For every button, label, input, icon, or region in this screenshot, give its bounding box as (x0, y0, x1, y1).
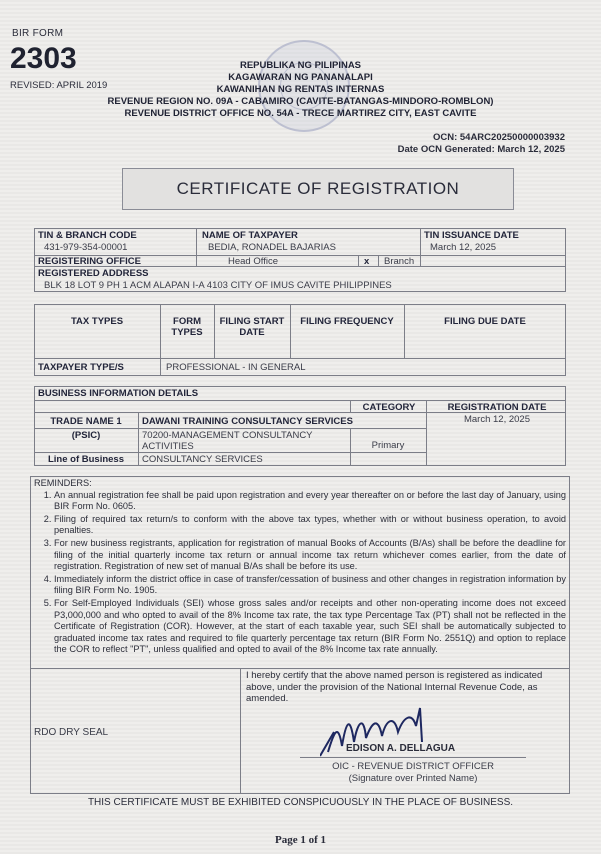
exhibit-notice: THIS CERTIFICATE MUST BE EXHIBITED CONSPICUOUSLY IN THE PLACE OF BUSINESS. (87, 797, 514, 808)
taxpayer-name-value: BEDIA, RONADEL BAJARIAS (208, 242, 336, 253)
certification-text: I hereby certify that the above named person is registered as indicated above, under the provision of the National Internal Revenue Code, as amended. (246, 670, 543, 704)
reminder-item: 1. An annual registration fee shall be paid upon registration and every year thereafter on or before the last day of January, using BIR Form No. 0605. (54, 490, 566, 513)
registered-address-label: REGISTERED ADDRESS (38, 268, 149, 279)
category-header: CATEGORY (362, 402, 416, 413)
reminder-item: 4. Immediately inform the district office in case of transfer/cessation of business and other changes in registration information by filing BIR Form No. 1905. (54, 574, 566, 597)
form-types-header: FORM TYPES (171, 316, 203, 338)
trade-name-value: DAWANI TRAINING CONSULTANCY SERVICES (142, 416, 353, 427)
ocn-number: OCN: 54ARC20250000003932 (432, 132, 565, 143)
taxpayer-type-label: TAXPAYER TYPE/S (38, 362, 124, 373)
category-value: Primary (371, 440, 405, 451)
head-office-label: Head Office (228, 256, 278, 267)
head-office-checkmark: x (364, 256, 370, 267)
header-region: REVENUE REGION NO. 09A - CABAMIRO (CAVITE-BATANGAS-MINDORO-ROMBLON) (107, 96, 494, 107)
reminders-section (34, 478, 566, 657)
header-district: REVENUE DISTRICT OFFICE NO. 54A - TRECE MARTIREZ CITY, EAST CAVITE (124, 108, 477, 119)
business-info-section-label: BUSINESS INFORMATION DETAILS (38, 388, 199, 399)
form-number: 2303 (10, 42, 77, 75)
page-number: Page 1 of 1 (274, 834, 326, 846)
registration-date-value: March 12, 2025 (463, 414, 530, 425)
revised-date: REVISED: APRIL 2019 (10, 80, 108, 91)
header-republic: REPUBLIKA NG PILIPINAS (239, 60, 362, 71)
certificate-title: CERTIFICATE OF REGISTRATION (122, 168, 514, 210)
line-of-business-value: CONSULTANCY SERVICES (142, 454, 263, 465)
taxpayer-type-value: PROFESSIONAL - IN GENERAL (166, 362, 306, 373)
filing-start-date-header: FILING START DATE (219, 316, 285, 338)
ocn-generated-date: Date OCN Generated: March 12, 2025 (397, 144, 565, 155)
registering-office-label: REGISTERING OFFICE (38, 256, 141, 267)
filing-frequency-header: FILING FREQUENCY (300, 316, 394, 327)
branch-label: Branch (384, 256, 415, 267)
header-department: KAGAWARAN NG PANANALAPI (228, 72, 373, 83)
tax-types-header: TAX TYPES (70, 316, 124, 327)
psic-value: 70200-MANAGEMENT CONSULTANCY ACTIVITIES (142, 430, 313, 452)
bir-form-label: BIR FORM (12, 28, 64, 39)
registered-address-value: BLK 18 LOT 9 PH 1 ACM ALAPAN I-A 4103 CITY OF IMUS CAVITE PHILIPPINES (44, 280, 392, 291)
filing-due-date-header: FILING DUE DATE (444, 316, 526, 327)
tin-value: 431-979-354-00001 (44, 242, 128, 253)
tin-issuance-value: March 12, 2025 (430, 242, 497, 253)
signature-caption: (Signature over Printed Name) (348, 773, 478, 784)
reminders-title: REMINDERS: (34, 478, 92, 488)
header-bureau: KAWANIHAN NG RENTAS INTERNAS (216, 84, 385, 95)
taxpayer-name-label: NAME OF TAXPAYER (202, 230, 298, 241)
signatory-position: OIC - REVENUE DISTRICT OFFICER (332, 761, 494, 772)
psic-label: (PSIC) (71, 430, 101, 441)
trade-name-label: TRADE NAME 1 (50, 416, 122, 427)
rdo-dry-seal-label: RDO DRY SEAL (34, 727, 109, 738)
signatory-name: EDISON A. DELLAGUA (346, 743, 456, 754)
tin-issuance-label: TIN ISSUANCE DATE (424, 230, 519, 241)
reminder-item: 2. Filing of required tax return/s to conform with the above tax types, whether with or without business operation, to avoid penalties. (54, 514, 566, 537)
reminder-item: 3. For new business registrants, application for registration of manual Books of Accounts (B/As) shall be before the deadline for filing of the initial quarterly income tax return or annual income tax return whichever comes earlier, from the date of registration. Registration of new set of manual B/As shall be before its use. (54, 538, 566, 573)
registration-date-header: REGISTRATION DATE (447, 402, 547, 413)
reminder-item: 5. For Self-Employed Individuals (SEI) whose gross sales and/or receipts and other non-operating income does not exceed P3,000,000 and who opted to avail of the 8% Income tax rate, the tax type Percentage Tax (PT) shall not be reflected in the Certificate of Registration (COR). However, at the start of each taxable year, such SEI shall be automatically subjected to graduated income tax rates and required to file quarterly percentage tax return (BIR Form No. 2551Q) and option to replace the COR to reflect "PT", unless qualified and opted to avail of the 8% Income tax rate annually. (54, 598, 566, 656)
tin-label: TIN & BRANCH CODE (38, 230, 137, 241)
line-of-business-label: Line of Business (47, 454, 124, 465)
